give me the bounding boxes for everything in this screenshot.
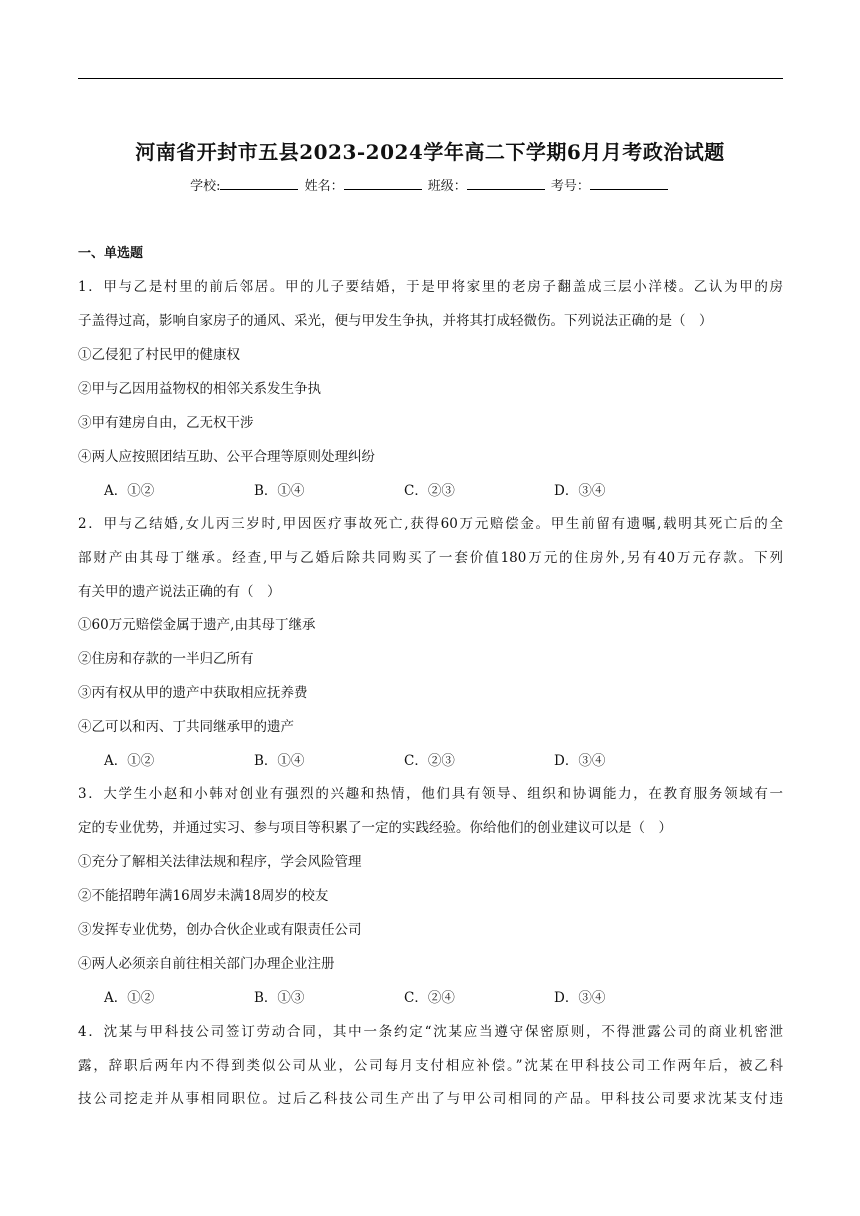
student-info-line [0,175,860,194]
question-2-item-3: ③丙有权从甲的遗产中获取相应抚养费 [78,685,308,701]
exam-number-label: 考号： [550,179,590,194]
top-rule [78,78,783,79]
name-blank [344,177,422,190]
option-c[interactable]: C．②③ [404,483,455,499]
option-a[interactable]: A．①② [104,753,155,769]
question-3-item-4: ④两人必须亲自前往相关部门办理企业注册 [78,956,335,972]
page-title: 河南省开封市五县2023-2024学年高二下学期6月月考政治试题 [135,140,725,164]
question-1-options [104,479,704,499]
question-3-options [104,986,704,1006]
question-3-item-1: ①充分了解相关法律法规和程序，学会风险管理 [78,854,362,870]
question-1-line-1: 1．甲与乙是村里的前后邻居。甲的儿子要结婚，于是甲将家里的老房子翻盖成三层小洋楼。乙认为甲的房 [78,279,783,295]
class-blank [467,177,545,190]
option-b[interactable]: B．①③ [254,990,305,1006]
section-heading: 一、单选题 [78,246,144,261]
name-label: 姓名： [304,179,344,194]
option-d[interactable]: D．③④ [554,753,606,769]
question-2-line-3: 有关甲的遗产说法正确的有（ ） [78,584,281,600]
option-c[interactable]: C．②③ [404,753,455,769]
question-2-line-2: 部财产由其母丁继承。经查,甲与乙婚后除共同购买了一套价值180万元的住房外,另有40万元存款。下列 [78,550,783,566]
question-4-line-2: 露，辞职后两年内不得到类似公司从业，公司每月支付相应补偿。”沈某在甲科技公司工作两年后，被乙科 [78,1058,783,1074]
question-1-item-3: ③甲有建房自由，乙无权干涉 [78,415,254,431]
class-label: 班级： [427,179,467,194]
question-2-line-1: 2．甲与乙结婚,女儿丙三岁时,甲因医疗事故死亡,获得60万元赔偿金。甲生前留有遗嘱,载明其死亡后的全 [78,516,783,532]
question-1-item-2: ②甲与乙因用益物权的相邻关系发生争执 [78,381,321,397]
question-3-item-2: ②不能招聘年满16周岁未满18周岁的校友 [78,888,329,904]
question-1-line-2: 子盖得过高，影响自家房子的通风、采光，便与甲发生争执，并将其打成轻微伤。下列说法正确的是（ ） [78,313,713,329]
question-4-line-3: 技公司挖走并从事相同职位。过后乙科技公司生产出了与甲公司相同的产品。甲科技公司要求沈某支付违 [78,1091,783,1107]
school-blank [220,177,298,190]
question-2-item-2: ②住房和存款的一半归乙所有 [78,651,254,667]
option-b[interactable]: B．①④ [254,483,305,499]
question-3-item-3: ③发挥专业优势，创办合伙企业或有限责任公司 [78,922,362,938]
question-2-item-1: ①60万元赔偿金属于遗产,由其母丁继承 [78,617,316,633]
question-4-line-1: 4．沈某与甲科技公司签订劳动合同，其中一条约定“沈某应当遵守保密原则，不得泄露公司的商业机密泄 [78,1024,783,1040]
question-2-options [104,749,704,769]
question-1-item-1: ①乙侵犯了村民甲的健康权 [78,347,240,363]
exam-number-blank [590,177,668,190]
question-1-item-4: ④两人应按照团结互助、公平合理等原则处理纠纷 [78,449,375,465]
school-label: 学校: [190,179,221,194]
option-c[interactable]: C．②④ [404,990,455,1006]
option-d[interactable]: D．③④ [554,483,606,499]
question-3-line-1: 3．大学生小赵和小韩对创业有强烈的兴趣和热情，他们具有领导、组织和协调能力，在教育服务领域有一 [78,786,783,802]
question-3-line-2: 定的专业优势，并通过实习、参与项目等积累了一定的实践经验。你给他们的创业建议可以是（ ） [78,820,672,836]
option-a[interactable]: A．①② [104,483,155,499]
question-2-item-4: ④乙可以和丙、丁共同继承甲的遗产 [78,719,294,735]
option-d[interactable]: D．③④ [554,990,606,1006]
option-b[interactable]: B．①④ [254,753,305,769]
option-a[interactable]: A．①② [104,990,155,1006]
